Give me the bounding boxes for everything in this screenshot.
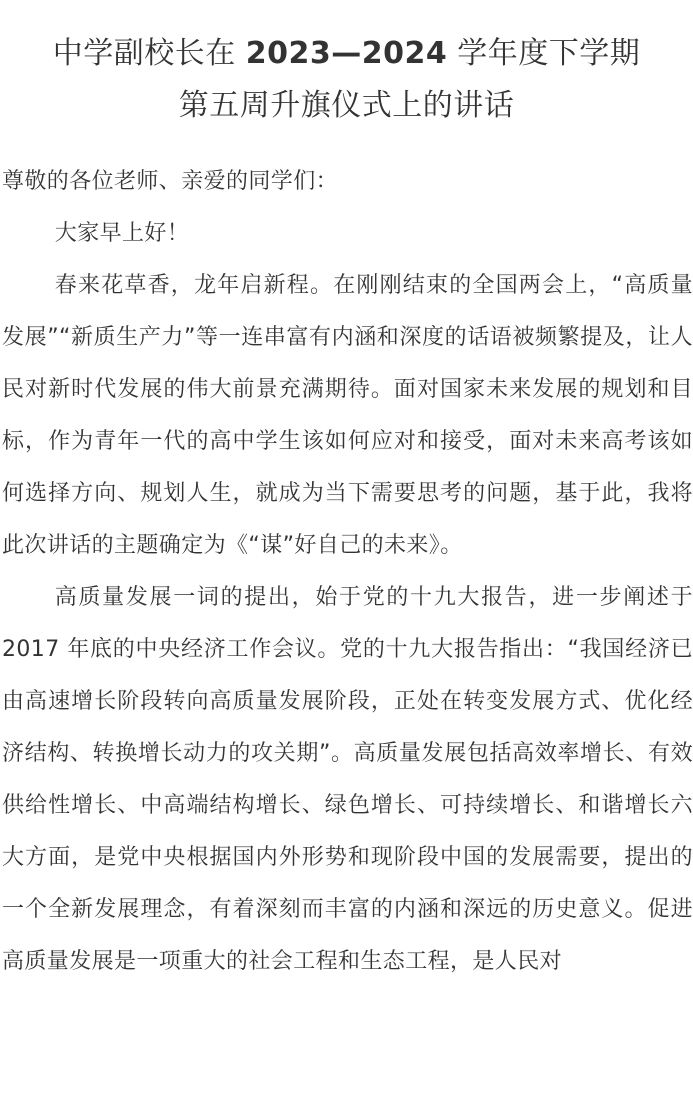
- title-line-1-suffix: 学年度下学期: [447, 36, 641, 71]
- salutation: 尊敬的各位老师、亲爱的同学们：: [2, 169, 339, 194]
- title-year-range: 2023—2024: [245, 36, 448, 71]
- title-line-2: 第五周升旗仪式上的讲话: [178, 88, 515, 123]
- title-line-1-prefix: 中学副校长在: [52, 36, 246, 71]
- paragraph-intro: 春来花草香，龙年启新程。在刚刚结束的全国两会上，“高质量发展”“新质生产力”等一连串富有内涵和深度的话语被频繁提及，让人民对新时代发展的伟大前景充满期待。面对国家未来发展的规划和目标，作为青年一代的高中学生该如何应对和接受，面对未来高考该如何选择方向、规划人生，就成为当下需要思考的问题，基于此，我将此次讲话的主题确定为《“谋”好自己的未来》。: [2, 273, 693, 558]
- page-title: [0, 0, 693, 132]
- greeting: 大家早上好！: [54, 221, 190, 246]
- speech-body: [0, 156, 693, 988]
- title-line-1: [0, 28, 693, 80]
- paragraph-high-quality-development: 高质量发展一词的提出，始于党的十九大报告，进一步阐述于 2017 年底的中央经济工作会议。党的十九大报告指出：“我国经济已由高速增长阶段转向高质量发展阶段，正处在转变发展方式、优化经济结构、转换增长动力的攻关期”。高质量发展包括高效率增长、有效供给性增长、中高端结构增长、绿色增长、可持续增长、和谐增长六大方面，是党中央根据国内外形势和现阶段中国的发展需要，提出的一个全新发展理念，有着深刻而丰富的内涵和深远的历史意义。促进高质量发展是一项重大的社会工程和生态工程，是人民对: [2, 585, 693, 974]
